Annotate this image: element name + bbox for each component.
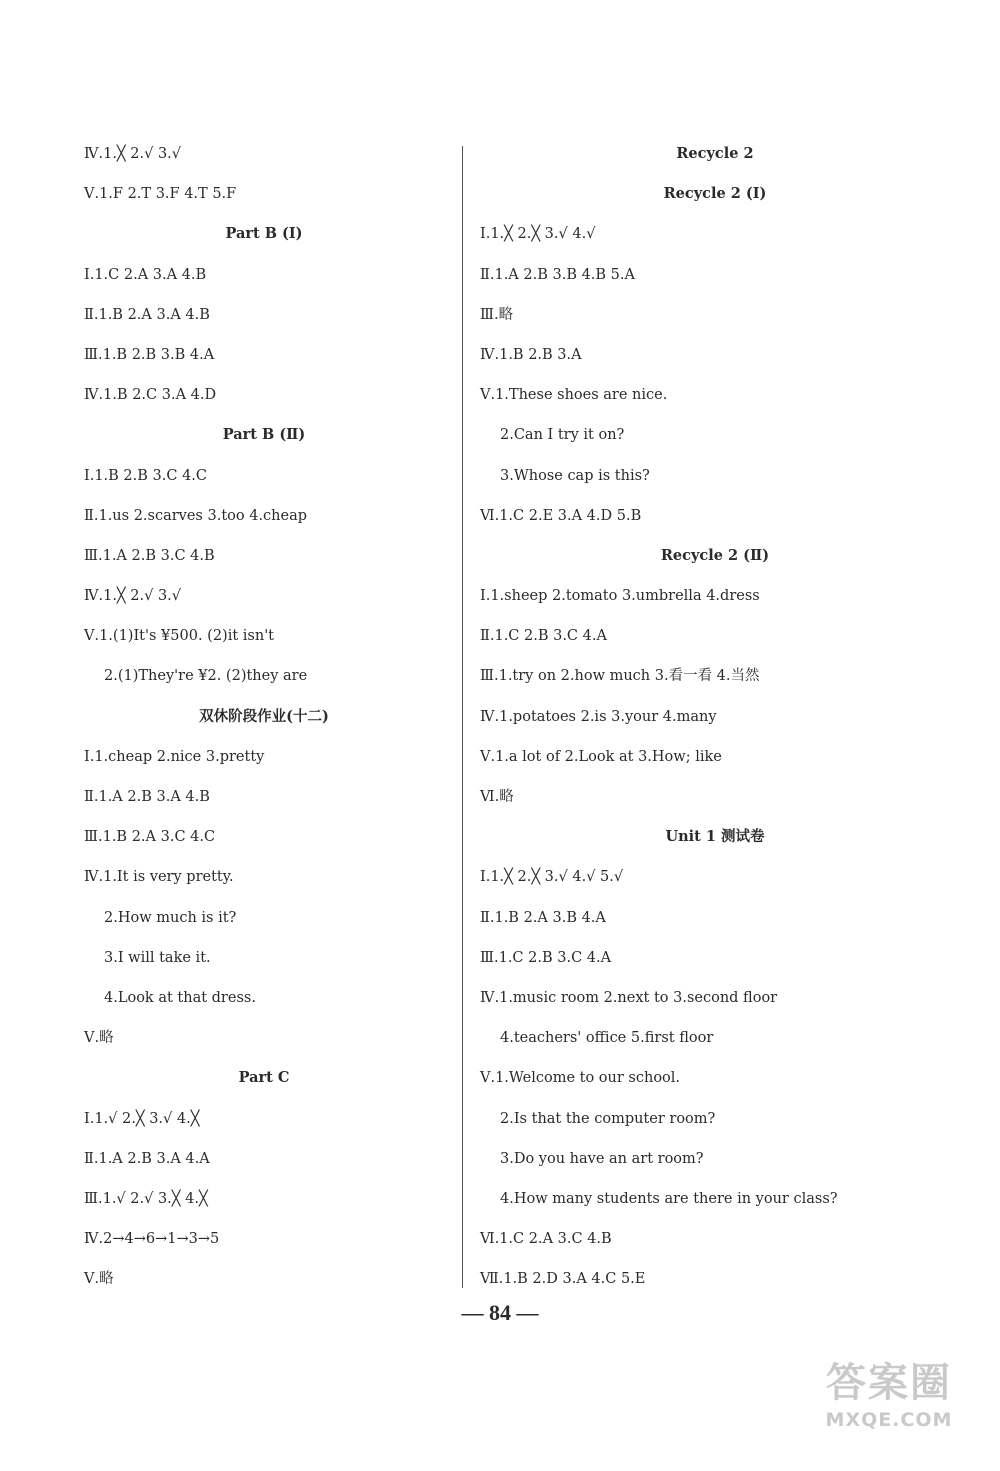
answer-line: Ⅰ.1.cheap 2.nice 3.pretty [84, 748, 265, 765]
section-heading: Part B (Ⅱ) [222, 426, 306, 444]
section-heading: Recycle 2 (Ⅱ) [660, 546, 770, 564]
answer-line: Ⅱ.1.A 2.B 3.B 4.B 5.A [480, 266, 635, 283]
watermark-logo-text: 答案圈 [826, 1360, 952, 1406]
answer-line: Ⅴ.略 [84, 1030, 114, 1047]
answer-line: Ⅰ.1.╳ 2.╳ 3.√ 4.√ [480, 226, 596, 243]
answer-line: Ⅳ.1.potatoes 2.is 3.your 4.many [480, 708, 717, 725]
right-column [480, 140, 950, 1305]
answer-line: Ⅳ.1.B 2.B 3.A [480, 346, 582, 363]
answer-line: Ⅳ.1.B 2.C 3.A 4.D [84, 387, 217, 404]
answer-line: Ⅵ.略 [480, 789, 514, 805]
answer-line: Ⅰ.1.√ 2.╳ 3.√ 4.╳ [84, 1110, 200, 1127]
answer-line: Ⅱ.1.B 2.A 3.B 4.A [480, 909, 606, 926]
answer-line: Ⅰ.1.C 2.A 3.A 4.B [84, 266, 207, 283]
answer-line: Ⅲ.1.C 2.B 3.C 4.A [480, 949, 612, 966]
watermark-logo [804, 1357, 974, 1453]
answer-line: Ⅳ.1.music room 2.next to 3.second floor [480, 989, 778, 1006]
answer-line: Ⅴ.1.F 2.T 3.F 4.T 5.F [84, 186, 237, 203]
answer-line: Ⅰ.1.sheep 2.tomato 3.umbrella 4.dress [480, 588, 760, 605]
answer-line: 4.teachers' office 5.first floor [500, 1030, 714, 1047]
watermark-site: MXQE.COM [825, 1409, 953, 1431]
answer-line: Ⅴ.1.These shoes are nice. [480, 387, 668, 404]
answer-line: Ⅲ.1.√ 2.√ 3.╳ 4.╳ [84, 1190, 208, 1207]
answer-line: 3.I will take it. [104, 949, 211, 966]
answer-line: 2.(1)They're ¥2. (2)they are [104, 668, 308, 685]
answer-line: Ⅲ.1.A 2.B 3.C 4.B [84, 547, 215, 564]
section-heading: Part C [238, 1069, 290, 1087]
answer-line: Ⅱ.1.C 2.B 3.C 4.A [480, 628, 607, 645]
answer-line: Ⅴ.1.(1)It's ¥500. (2)it isn't [84, 628, 275, 645]
answer-line: Ⅱ.1.us 2.scarves 3.too 4.cheap [84, 507, 308, 524]
section-heading: Unit 1 测试卷 [665, 828, 765, 846]
answer-line: Ⅳ.2→4→6→1→3→5 [84, 1231, 220, 1248]
left-column [84, 140, 444, 1305]
answer-line: Ⅲ.1.B 2.A 3.C 4.C [84, 829, 216, 846]
section-heading: Recycle 2 [676, 145, 754, 162]
section-heading: 双休阶段作业(十二) [199, 707, 329, 725]
column-divider [462, 146, 463, 1288]
section-heading: Part B (Ⅰ) [225, 225, 303, 243]
answer-line: Ⅳ.1.╳ 2.√ 3.√ [84, 588, 182, 605]
answer-line: Ⅲ.1.try on 2.how much 3.看一看 4.当然 [480, 668, 760, 685]
answer-line: 2.Is that the computer room? [500, 1110, 716, 1127]
page-number: — 84 — [461, 1300, 539, 1325]
answer-line: Ⅴ.略 [84, 1271, 114, 1288]
answer-line: Ⅱ.1.A 2.B 3.A 4.A [84, 1150, 210, 1167]
answer-line: Ⅶ.1.B 2.D 3.A 4.C 5.E [480, 1271, 646, 1288]
answer-line: 2.Can I try it on? [500, 427, 625, 444]
answer-line: Ⅳ.1.It is very pretty. [84, 869, 234, 886]
answer-line: Ⅰ.1.B 2.B 3.C 4.C [84, 467, 208, 484]
answer-line: Ⅴ.1.Welcome to our school. [480, 1070, 681, 1087]
answer-line: 4.Look at that dress. [104, 989, 256, 1006]
answer-line: Ⅱ.1.A 2.B 3.A 4.B [84, 789, 210, 805]
answer-line: Ⅲ.1.B 2.B 3.B 4.A [84, 346, 215, 363]
answer-line: 3.Do you have an art room? [500, 1150, 704, 1167]
answer-line: Ⅳ.1.╳ 2.√ 3.√ [84, 146, 182, 162]
answer-line: Ⅰ.1.╳ 2.╳ 3.√ 4.√ 5.√ [480, 869, 624, 886]
answer-line: Ⅵ.1.C 2.A 3.C 4.B [480, 1231, 612, 1248]
answer-line: 2.How much is it? [104, 909, 237, 926]
answer-line: Ⅵ.1.C 2.E 3.A 4.D 5.B [480, 507, 642, 524]
answer-line: 4.How many students are there in your class? [500, 1190, 838, 1207]
answer-line: 3.Whose cap is this? [500, 467, 650, 484]
section-heading: Recycle 2 (Ⅰ) [663, 185, 767, 203]
answer-line: Ⅱ.1.B 2.A 3.A 4.B [84, 306, 210, 323]
answer-line: Ⅴ.1.a lot of 2.Look at 3.How; like [480, 748, 722, 765]
answer-line: Ⅲ.略 [480, 306, 514, 323]
